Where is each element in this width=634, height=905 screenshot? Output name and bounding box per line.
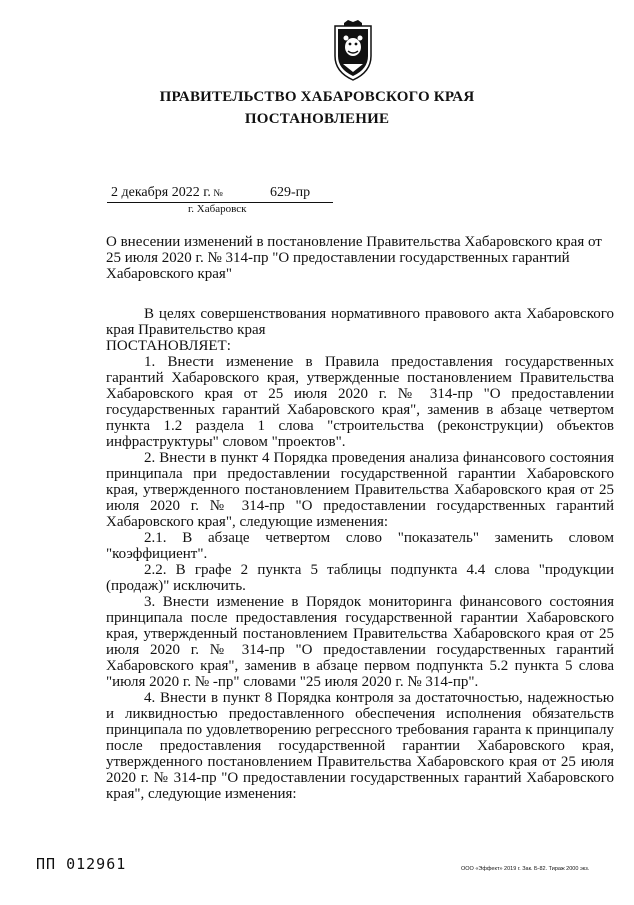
printer-imprint: ООО «Эффект» 2019 г. Зак. Б-82. Тираж 2000 экз. <box>461 866 590 872</box>
document-type: ПОСТАНОВЛЕНИЕ <box>244 111 390 127</box>
decree-word: ПОСТАНОВЛЯЕТ: <box>106 338 231 354</box>
document-subject: О внесении изменений в постановление Правительства Хабаровского края от 25 июля 2020 г. № 314-пр "О предоставлении государственных гарантий Хабаровского края" <box>106 234 602 282</box>
preamble: В целях совершенствования нормативного правового акта Хабаровского края Правительство края <box>106 306 614 338</box>
city: г. Хабаровск <box>188 203 247 215</box>
paragraph: 2.1. В абзаце четвертом слово "показатель" заменить словом "коэффициент". <box>106 530 614 562</box>
paragraph: 2. Внести в пункт 4 Порядка проведения анализа финансового состояния принципала при предоставлении государственной гарантии Хабаровского края, утвержденного постановлением Правительства Хабаровского края от 25 июля 2020 г. № 314-пр "О предоставлении государственных гарантий Хабаровского края", следующие изменения: <box>106 450 614 530</box>
coat-of-arms-icon <box>331 20 375 82</box>
date-number-line <box>107 185 333 205</box>
paragraph: 1. Внести изменение в Правила предоставления государственных гарантий Хабаровского края, утвержденные постановлением Правительства Хабаровского края от 25 июля 2020 г. № 314-пр "О предоставлении государственных гарантий Хабаровского края", заменив в абзаце четвертом пункта 1.2 раздела 1 слова "строительства (реконструкции) объектов инфраструктуры" словом "проектов". <box>106 354 614 450</box>
paragraph: 3. Внести изменение в Порядок мониторинга финансового состояния принципала после предоставления государственной гарантии Хабаровского края, утвержденный постановлением Правительства Хабаровского края от 25 июля 2020 г. № 314-пр "О предоставлении государственных гарантий Хабаровского края", заменив в абзаце первом подпункта 5.2 пункта 5 слова "июля 2020 г. № -пр" словами "25 июля 2020 г. № 314-пр". <box>106 594 614 690</box>
paragraph: 2.2. В графе 2 пункта 5 таблицы подпункта 4.4 слова "продукции (продаж)" исключить. <box>106 562 614 594</box>
number-label: № <box>210 188 223 199</box>
serial-number: ПП 012961 <box>36 855 127 873</box>
document-date: 2 декабря 2022 г. № <box>111 185 223 200</box>
org-title: ПРАВИТЕЛЬСТВО ХАБАРОВСКОГО КРАЯ <box>159 89 475 105</box>
document-body <box>106 306 614 802</box>
document-number: 629-пр <box>270 185 311 200</box>
paragraph: 4. Внести в пункт 8 Порядка контроля за достаточностью, надежностью и ликвидностью предоставленного обеспечения исполнения обязательств принципала по удовлетворению регрессного требования гаранта к принципалу после предоставления государственной гарантии Хабаровского края, утвержденного постановлением Правительства Хабаровского края от 25 июля 2020 г. № 314-пр "О предоставлении государственных гарантий Хабаровского края", следующие изменения: <box>106 690 614 802</box>
